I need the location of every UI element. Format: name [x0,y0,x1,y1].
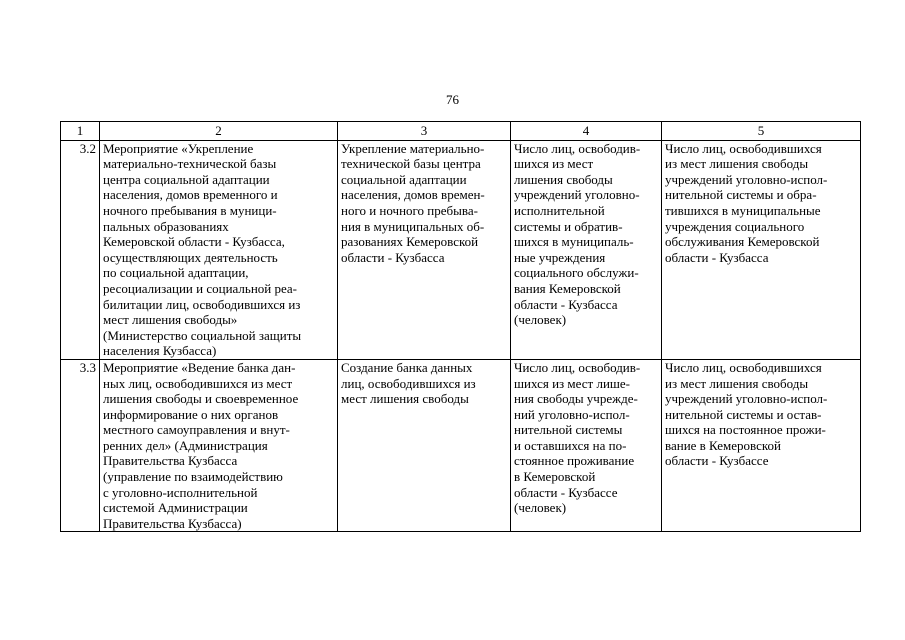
cell-text-line: центра социальной адаптации [103,171,270,187]
header-row [61,122,861,141]
cell-text-line: стоянное проживание [514,453,635,469]
cell-col3 [338,140,511,359]
cell-text-line: лишения свободы [514,171,613,187]
cell-text-line: лишения свободы и своевременное [103,391,299,407]
cell-col2 [100,359,338,532]
cell-text-line: вание в Кемеровской [665,437,781,453]
cell-text-line: Число лиц, освободив- [514,140,641,156]
header-col-2: 2 [100,122,338,141]
cell-text-line: области - Кузбасса [341,249,445,265]
cell-text-line: информирование о них органов [103,406,279,422]
cell-text-line: учреждений уголовно-испол- [665,391,828,407]
cell-text-line: Правительства Кузбасса) [103,515,242,531]
cell-text-line: Мероприятие «Ведение банка дан- [103,359,296,375]
header-col-4: 4 [511,122,662,141]
cell-text-line: осуществляющих деятельность [103,249,278,265]
measures-table [60,121,861,532]
cell-text-line: ных лиц, освободившихся из мест [103,375,293,391]
cell-text-line: мест лишения свободы» [103,312,238,328]
cell-text-line: с уголовно-исполнительной [103,484,258,500]
cell-col2 [100,140,338,359]
cell-text-line: системой Администрации [103,500,248,516]
header-col-1: 1 [61,122,100,141]
cell-text-line: (управление по взаимодействию [103,469,283,485]
cell-text-line: ного и ночного пребыва- [341,202,478,218]
cell-text-line: лиц, освободившихся из [341,375,476,391]
cell-text-line: ния свободы учрежде- [514,391,638,407]
cell-text-line: исполнительной [514,202,605,218]
cell-col3 [338,359,511,532]
cell-text-line: по социальной адаптации, [103,265,249,281]
cell-text-line: материально-технической базы [103,156,277,172]
cell-text-line: в Кемеровской [514,469,596,485]
cell-text-line: ночного пребывания в муници- [103,202,277,218]
cell-text-line: Мероприятие «Укрепление [103,140,254,156]
cell-text-line: области - Кузбассе [514,484,618,500]
cell-col5 [662,359,861,532]
cell-text-line: из мест лишения свободы [665,375,809,391]
cell-text-line: нительной системы [514,422,623,438]
cell-text-line: пальных образованиях [103,218,229,234]
header-col-3: 3 [338,122,511,141]
cell-text-line: населения, домов временного и [103,187,278,203]
cell-text-line: системы и обратив- [514,218,623,234]
cell-text-line: шихся из мест лише- [514,375,631,391]
cell-text-line: Правительства Кузбасса [103,453,238,469]
cell-text-line: социального обслужи- [514,265,639,281]
cell-text-line: учреждений уголовно- [514,187,640,203]
cell-text-line: (Министерство социальной защиты [103,327,302,343]
cell-text-line: вания Кемеровской [514,280,621,296]
table-row [61,359,861,532]
cell-text-line: учреждения социального [665,218,805,234]
cell-text-line: социальной адаптации [341,171,467,187]
cell-text-line: билитации лиц, освободившихся из [103,296,301,312]
header-col-5: 5 [662,122,861,141]
cell-col4 [511,140,662,359]
cell-text-line: обслуживания Кемеровской [665,234,820,250]
cell-text-line: ний уголовно-испол- [514,406,630,422]
cell-text-line: шихся из мест [514,156,594,172]
row-number: 3.3 [61,359,100,532]
cell-text-line: Число лиц, освободив- [514,359,641,375]
cell-text-line: области - Кузбассе [665,453,769,469]
cell-text-line: нительной системы и остав- [665,406,822,422]
table-row [61,140,861,359]
cell-text-line: ресоциализации и социальной реа- [103,280,298,296]
cell-text-line: области - Кузбасса [665,249,769,265]
row-number: 3.2 [61,140,100,359]
cell-text-line: местного самоуправления и внут- [103,422,290,438]
cell-text-line: ные учреждения [514,249,606,265]
cell-text-line: (человек) [514,500,567,516]
cell-text-line: Кемеровской области - Кузбасса, [103,234,285,250]
cell-text-line: разованиях Кемеровской [341,234,479,250]
cell-text-line: мест лишения свободы [341,391,469,407]
cell-text-line: ния в муниципальных об- [341,218,485,234]
page-number: 76 [446,92,459,107]
cell-text-line: шихся в муниципаль- [514,234,634,250]
cell-text-line: из мест лишения свободы [665,156,809,172]
cell-text-line: населения, домов времен- [341,187,485,203]
cell-text-line: учреждений уголовно-испол- [665,171,828,187]
cell-text-line: Создание банка данных [341,359,473,375]
cell-text-line: Укрепление материально- [341,140,485,156]
cell-text-line: и оставшихся на по- [514,437,627,453]
cell-text-line: технической базы центра [341,156,481,172]
cell-col5 [662,140,861,359]
cell-col4 [511,359,662,532]
cell-text-line: Число лиц, освободившихся [665,140,822,156]
cell-text-line: Число лиц, освободившихся [665,359,822,375]
cell-text-line: населения Кузбасса) [103,343,217,359]
cell-text-line: области - Кузбасса [514,296,618,312]
cell-text-line: тившихся в муниципальные [665,202,821,218]
cell-text-line: ренних дел» (Администрация [103,437,268,453]
cell-text-line: (человек) [514,312,567,328]
table-header [61,122,861,141]
cell-text-line: нительной системы и обра- [665,187,817,203]
cell-text-line: шихся на постоянное прожи- [665,422,826,438]
table-body [61,140,861,532]
